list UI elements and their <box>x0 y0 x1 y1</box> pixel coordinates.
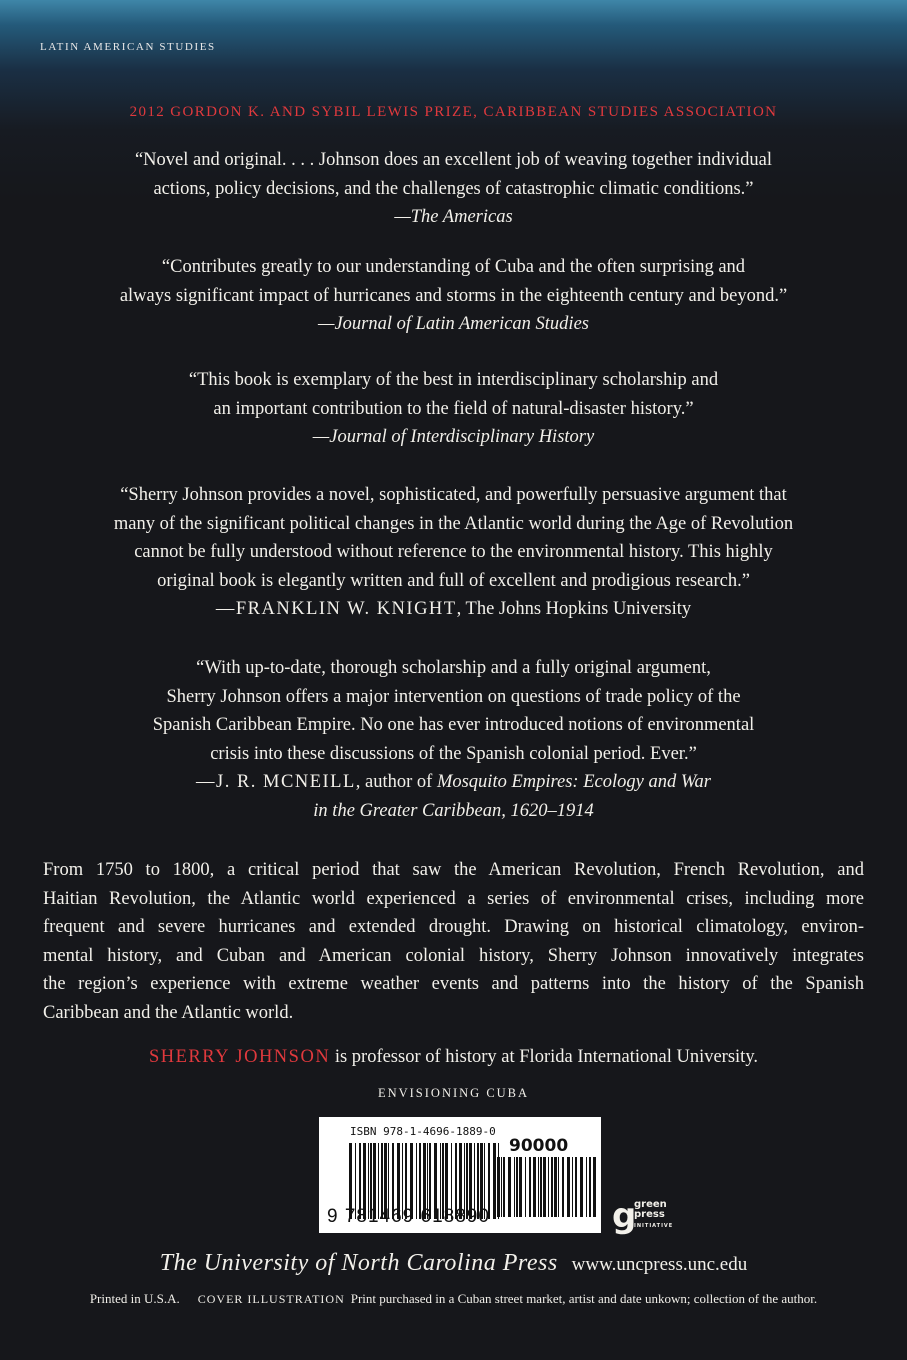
text-line: frequent and severe hurricanes and extended drought. Drawing on historical climatology, environ- <box>43 917 864 937</box>
author-name: SHERRY JOHNSON <box>148 1047 331 1067</box>
barcode-bar <box>516 1157 518 1217</box>
text-line: cannot be fully understood without reference to the environmental history. This highly <box>134 542 773 562</box>
text-line: “Sherry Johnson provides a novel, sophisticated, and powerfully persuasive argument that <box>120 485 787 505</box>
barcode-bar <box>525 1157 526 1217</box>
barcode-bar <box>529 1157 531 1217</box>
barcode-bar <box>538 1157 539 1217</box>
barcode-bar <box>533 1157 536 1217</box>
publisher-line <box>0 1250 907 1277</box>
cover-illustration-label: COVER ILLUSTRATION <box>197 1292 345 1306</box>
printing-credits <box>20 1291 887 1307</box>
quote-3 <box>40 366 867 452</box>
text-line: Spanish Caribbean Empire. No one has ever introduced notions of environmental <box>152 715 755 735</box>
barcode-bar <box>593 1157 596 1217</box>
text-line: crisis into these discussions of the Spanish colonial period. Ever.” <box>210 743 697 764</box>
barcode-bar <box>501 1157 502 1217</box>
barcode-bar <box>493 1143 496 1219</box>
attribution-book-title-cont: in the Greater Caribbean, 1620–1914 <box>313 800 594 821</box>
isbn-label: ISBN 978-1-4696-1889-0 <box>350 1125 496 1138</box>
publisher-url: www.uncpress.unc.edu <box>571 1254 748 1275</box>
price-addon: 90000 <box>509 1136 569 1156</box>
barcode-bar <box>540 1157 542 1217</box>
text-line: original book is elegantly written and full of excellent and prodigious research.” <box>157 570 750 591</box>
printed-in: Printed in U.S.A. <box>89 1291 180 1306</box>
barcode-digits: 9 781469 618890 <box>327 1206 490 1227</box>
barcode-bar <box>580 1157 583 1217</box>
attribution-book-title: Mosquito Empires: Ecology and War <box>436 772 711 792</box>
barcode-bar <box>567 1157 570 1217</box>
quote-attribution <box>40 595 867 624</box>
text-line: “With up-to-date, thorough scholarship and a fully original argument, <box>196 658 711 678</box>
text-line: an important contribution to the field of natural-disaster history.” <box>213 398 694 419</box>
quote-attribution: —Journal of Latin American Studies <box>318 314 589 334</box>
text-line: mental history, and Cuban and American colonial history, Sherry Johnson innovatively integrates <box>43 945 864 966</box>
text-line: many of the significant political changes in the Atlantic world during the Age of Revolution <box>113 513 794 534</box>
quote-1 <box>40 146 867 232</box>
quote-2 <box>40 253 867 339</box>
logo-text: INITIATIVE <box>634 1223 674 1229</box>
text-line: From 1750 to 1800, a critical period that saw the American Revolution, French Revolution, and <box>43 860 864 880</box>
attribution-name: —FRANKLIN W. KNIGHT <box>215 599 457 619</box>
cover-credit: Print purchased in a Cuban street market, artist and date unkown; collection of the author. <box>350 1291 818 1306</box>
quote-5 <box>40 654 867 825</box>
barcode-bar <box>572 1157 573 1217</box>
barcode-bar <box>543 1157 546 1217</box>
barcode-bar <box>508 1157 511 1217</box>
barcode-bar <box>589 1157 591 1217</box>
quote-attribution <box>40 768 867 797</box>
attribution-name: —J. R. MCNEILL <box>196 772 356 792</box>
barcode-bar <box>514 1157 515 1217</box>
barcode-bar <box>497 1157 500 1217</box>
publisher-name: The University of North Carolina Press <box>159 1250 558 1276</box>
quote-attribution: —The Americas <box>394 207 513 227</box>
text-line: Sherry Johnson offers a major intervention on questions of trade policy of the <box>166 686 741 707</box>
barcode-bar <box>551 1157 553 1217</box>
text-line: actions, policy decisions, and the challenges of catastrophic climatic conditions.” <box>153 178 754 199</box>
series-label: LATIN AMERICAN STUDIES <box>40 41 216 53</box>
barcode-bar <box>554 1157 557 1217</box>
quote-4 <box>40 481 867 624</box>
attribution-affiliation: , The Johns Hopkins University <box>456 599 692 619</box>
barcode-bar <box>558 1157 559 1217</box>
text-line: Caribbean and the Atlantic world. <box>43 1002 294 1023</box>
isbn-barcode <box>319 1117 601 1233</box>
prize-heading: 2012 GORDON K. AND SYBIL LEWIS PRIZE, CARIBBEAN STUDIES ASSOCIATION <box>129 104 778 120</box>
logo-text: press <box>634 1209 665 1220</box>
book-description <box>43 856 864 1027</box>
barcode-bar <box>575 1157 577 1217</box>
text-line: “Contributes greatly to our understanding of Cuba and the often surprising and <box>161 257 746 277</box>
addon-bars <box>497 1157 597 1217</box>
attribution-affiliation: , author of <box>355 772 437 792</box>
barcode-bar <box>548 1157 549 1217</box>
text-line: the region’s experience with extreme weather events and patterns into the history of the Spanish <box>43 974 864 994</box>
text-line: “This book is exemplary of the best in interdisciplinary scholarship and <box>188 370 719 390</box>
series-name: ENVISIONING CUBA <box>377 1086 530 1100</box>
barcode-bar <box>562 1157 564 1217</box>
logo-text: green <box>634 1199 667 1210</box>
text-line: always significant impact of hurricanes and storms in the eighteenth century and beyond.” <box>119 285 788 306</box>
author-bio-text: is professor of history at Florida International University. <box>330 1047 758 1067</box>
text-line: “Novel and original. . . . Johnson does an excellent job of weaving together individual <box>134 150 773 170</box>
text-line: Haitian Revolution, the Atlantic world experienced a series of environmental crises, including more <box>43 888 864 909</box>
barcode-bar <box>519 1157 522 1217</box>
barcode-bar <box>586 1157 587 1217</box>
barcode-bar <box>503 1157 505 1217</box>
green-press-logo <box>612 1196 674 1236</box>
author-bio <box>0 1047 907 1068</box>
green-press-g-icon: g <box>612 1196 637 1236</box>
quote-attribution: —Journal of Interdisciplinary History <box>312 427 595 447</box>
